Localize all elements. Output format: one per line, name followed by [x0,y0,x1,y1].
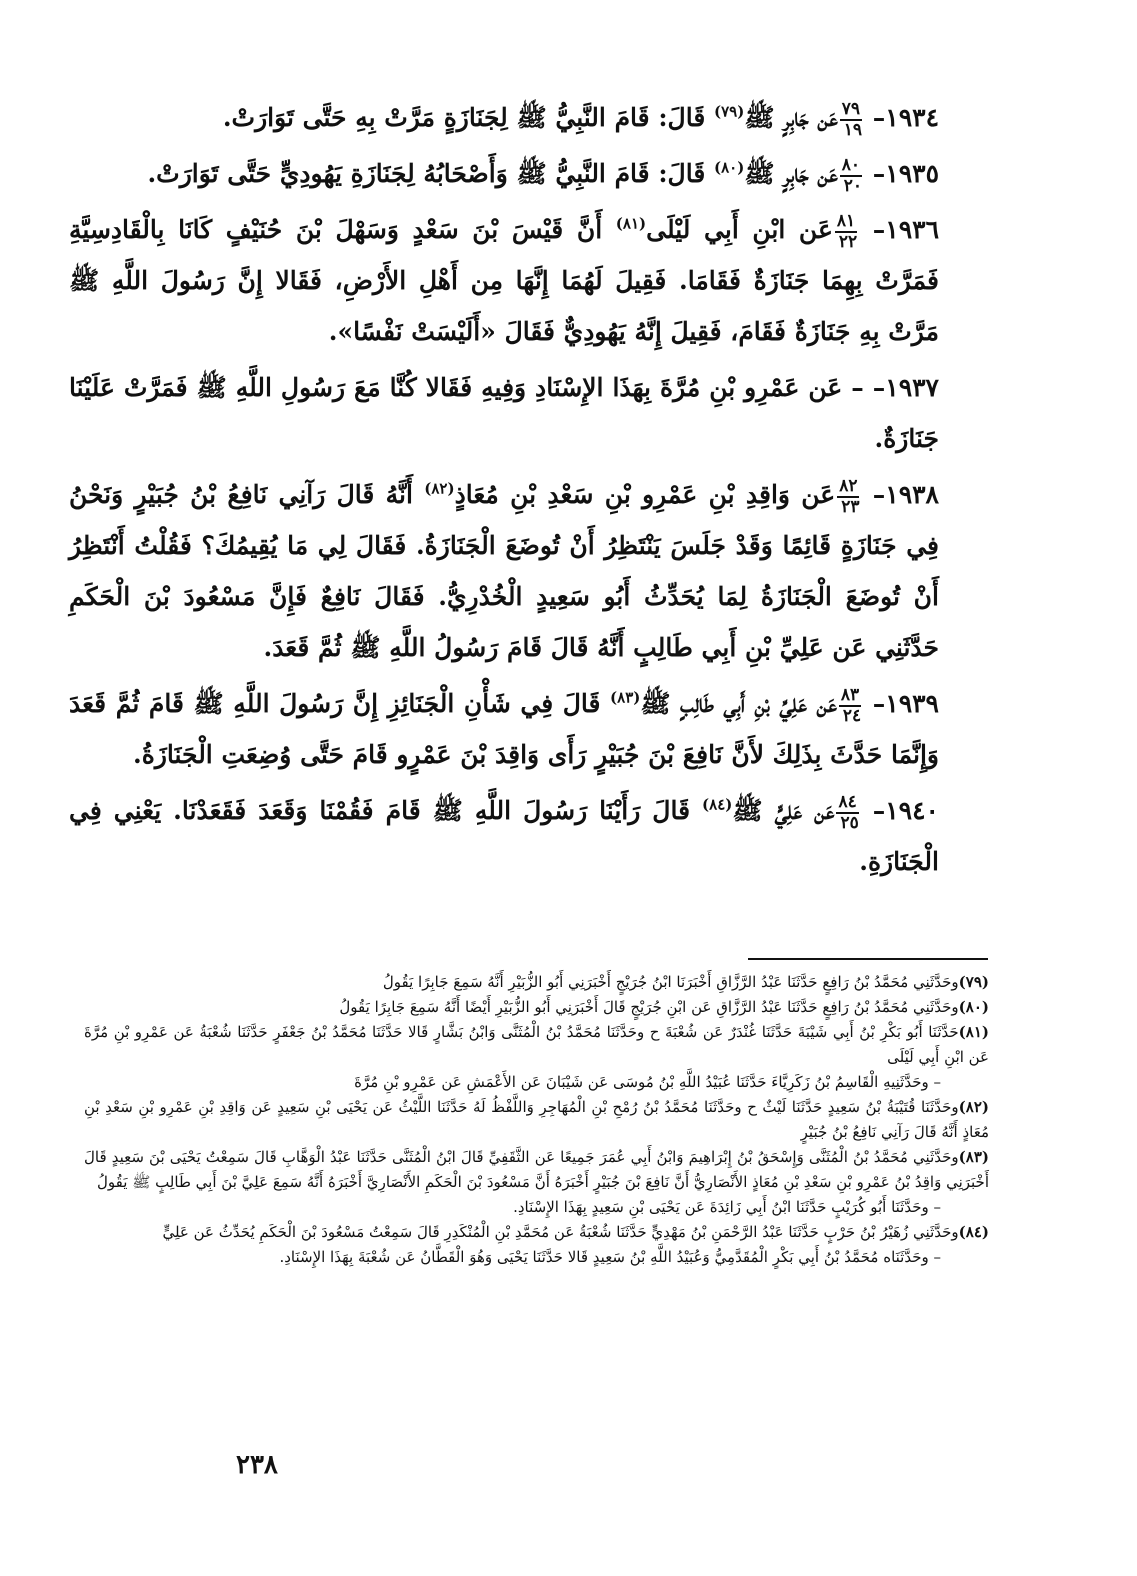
footnote-text: وحَدَّثَنِي زُهَيْرُ بْنُ حَرْبٍ حَدَّثَنَا عَبْدُ الرَّحْمَنِ بْنُ مَهْدِيٍّ حَدَّثَنَا شُعْبَةُ عَن مُحَمَّدِ بْنِ الْمُنْكَدِرِ قَالَ سَمِعْتُ مَسْعُودَ بْنَ الْحَكَمِ يُحَدِّثُ عَن عَلِيٍّ [162,1223,959,1241]
hadith-fraction [837,475,860,517]
hadith-paragraph [69,148,939,199]
footnote-reference: (٨٤) [702,795,733,814]
hadith-paragraph [69,785,939,887]
footnotes-section [84,970,989,1270]
footnote [84,1070,989,1095]
hadith-paragraph [69,362,939,464]
footnote [84,1095,989,1145]
hadith-text: قَالَ: قَامَ النَّبِيُّ ﷺ وَأَصْحَابُهُ لِجَنَازَةِ يَهُودِيٍّ حَتَّى تَوَارَتْ. [147,159,706,188]
hadith-text: قَالَ فِي شَأْنِ الْجَنَائِزِ إِنَّ رَسُولَ اللَّهِ ﷺ قَامَ ثُمَّ قَعَدَ وَإِنَّمَا حَدَّثَ بِذَلِكَ لأَنَّ نَافِعَ بْنَ جُبَيْرٍ رَأَى وَاقِدَ بْنَ عَمْرٍو قَامَ حَتَّى وُضِعَتِ الْجَنَازَةُ. [69,689,939,769]
footnote-label: (٨٣) [958,1148,989,1166]
hadith-fraction [840,154,863,196]
footnote-text: وحَدَّثَنِي مُحَمَّدُ بْنُ رَافِعٍ حَدَّثَنَا عَبْدُ الرَّزَّاقِ عَن ابْنِ جُرَيْجٍ قَالَ أَخْبَرَنِي أَبُو الزُّبَيْرِ أَيْضًا أَنَّهُ سَمِعَ جَابِرًا يَقُولُ [339,998,959,1016]
hadith-fraction [836,791,859,833]
fraction-bottom: ٢٠ [843,175,863,196]
footnote [84,1145,989,1195]
hadith-text: أَنَّهُ قَالَ رَآنِي نَافِعُ بْنُ جُبَيْرٍ وَنَحْنُ فِي جَنَازَةٍ قَائِمًا وَقَدْ جَلَسَ يَنْتَظِرُ أَنْ تُوضَعَ الْجَنَازَةُ. فَقَالَ لِي مَا يُقِيمُكَ؟ فَقُلْتُ أَنْتَظِرُ أَنْ تُوضَعَ الْجَنَازَةُ لِمَا يُحَدِّثُ أَبُو سَعِيدٍ الْخُدْرِيُّ. فَقَالَ نَافِعٌ فَإِنَّ مَسْعُودَ بْنَ الْحَكَمِ حَدَّثَنِي عَن عَلِيِّ بْنِ أَبِي طَالِبٍ أَنَّهُ قَالَ قَامَ رَسُولُ اللَّهِ ﷺ ثُمَّ قَعَدَ. [69,480,939,662]
number-dash: – [864,159,886,188]
footnote-reference: (٨٣) [610,688,641,707]
hadith-text-intro: عَن وَاقِدِ بْنِ عَمْرِو بْنِ سَعْدِ بْنِ مُعَاذٍ [454,480,836,509]
page-number: ٢٣٨ [236,1450,278,1480]
number-dash: – [861,480,886,509]
hadith-text-intro: عَن ابْنِ أَبِي لَيْلَى [646,215,833,244]
fraction-top: ٨٠ [841,154,861,175]
number-dash: – [863,689,886,718]
fraction-top: ٨٢ [839,475,858,496]
number-dash: – [859,215,886,244]
hadith-number: ١٩٤٠ [885,796,939,825]
hadith-text-intro: عَن جَابِرٍ ﷺ [744,103,838,132]
footnote-separator [748,958,988,960]
fraction-top: ٨١ [836,210,856,231]
hadith-text-intro: عَن عَلِيٍّ ﷺ [732,796,835,825]
fraction-bottom: ١٩ [843,119,863,140]
footnote-label: (٨١) [958,1023,989,1041]
footnote-label: (٨٤) [958,1223,989,1241]
hadith-text-intro: عَن عَلِيِّ بْنِ أَبِي طَالِبٍ ﷺ [640,689,837,718]
footnote-text: وحَدَّثَنَا قُتَيْبَةُ بْنُ سَعِيدٍ حَدَّثَنَا لَيْثٌ ح وحَدَّثَنَا مُحَمَّدُ بْنُ رُمْحِ بْنِ الْمُهَاجِرِ وَاللَّفْظُ لَهُ حَدَّثَنَا اللَّيْثُ عَن يَحْيَى بْنِ سَعِيدٍ عَن وَاقِدِ بْنِ عَمْرِو بْنِ سَعْدِ بْنِ مُعَاذٍ أَنَّهُ قَالَ رَآنِي نَافِعُ بْنُ جُبَيْرٍ [84,1098,989,1141]
hadith-fraction [840,98,863,140]
footnote-label: (٨٠) [958,998,989,1016]
fraction-top: ٨٤ [838,791,857,812]
footnote-label: (٨٢) [958,1098,989,1116]
hadith-number: ١٩٣٦ [885,215,939,244]
fraction-top: ٧٩ [841,98,861,119]
footnote [84,995,989,1020]
hadith-number: ١٩٣٧ [885,373,939,402]
fraction-bottom: ٢٣ [841,496,860,517]
footnote-text: – وحَدَّثَنَاه مُحَمَّدُ بْنُ أَبِي بَكْرٍ الْمُقَدَّمِيُّ وَعُبَيْدُ اللَّهِ بْنُ سَعِيدٍ قَالا حَدَّثَنَا يَحْيَى وَهُوَ الْقَطَّانُ عَن شُعْبَةَ بِهَذَا الإِسْنَادِ. [279,1248,941,1266]
footnote-reference: (٨٢) [424,479,455,498]
hadith-paragraph [69,92,939,143]
hadith-number: ١٩٣٨ [885,480,939,509]
hadith-fraction [835,210,858,252]
hadith-number: ١٩٣٩ [885,689,939,718]
fraction-bottom: ٢٤ [842,705,862,726]
fraction-bottom: ٢٢ [838,231,858,252]
footnote [84,970,989,995]
fraction-top: ٨٣ [840,684,860,705]
hadith-text: أَنَّ قَيْسَ بْنَ سَعْدٍ وَسَهْلَ بْنَ حُنَيْفٍ كَانَا بِالْقَادِسِيَّةِ فَمَرَّتْ بِهِمَا جَنَازَةٌ فَقَامَا. فَقِيلَ لَهُمَا إِنَّهَا مِن أَهْلِ الأَرْضِ، فَقَالا إِنَّ رَسُولَ اللَّهِ ﷺ مَرَّتْ بِهِ جَنَازَةٌ فَقَامَ، فَقِيلَ إِنَّهُ يَهُودِيٌّ فَقَالَ «أَلَيْسَتْ نَفْسًا». [69,215,939,346]
footnote-reference: (٨٠) [714,158,745,177]
footnote-text: حَدَّثَنَا أَبُو بَكْرِ بْنُ أَبِي شَيْبَةَ حَدَّثَنَا غُنْدَرٌ عَن شُعْبَةَ ح وحَدَّثَنَا مُحَمَّدُ بْنُ الْمُثَنَّى وَابْنُ بَشَّارٍ قَالا حَدَّثَنَا مُحَمَّدُ بْنُ جَعْفَرٍ حَدَّثَنَا شُعْبَةُ عَن عَمْرِو بْنِ مُرَّةَ عَن ابْنِ أَبِي لَيْلَى [84,1023,989,1066]
footnote [84,1220,989,1245]
footnote-text: – وحَدَّثَنِيهِ الْقَاسِمُ بْنُ زَكَرِيَّاءَ حَدَّثَنَا عُبَيْدُ اللَّهِ بْنُ مُوسَى عَن شَيْبَانَ عَن الأَعْمَشِ عَن عَمْرِو بْنِ مُرَّةَ [354,1073,941,1091]
hadith-paragraph [69,678,939,780]
footnote-text: – وحَدَّثَنَا أَبُو كُرَيْبٍ حَدَّثَنَا ابْنُ أَبِي زَائِدَةَ عَن يَحْيَى بْنِ سَعِيدٍ بِهَذَا الإِسْنَادِ. [513,1198,941,1216]
hadith-number: ١٩٣٥ [885,159,939,188]
hadith-paragraph [69,204,939,357]
number-dash: – [860,796,886,825]
footnote [84,1195,989,1220]
hadith-text: قَالَ رَأَيْنَا رَسُولَ اللَّهِ ﷺ قَامَ فَقُمْنَا وَقَعَدَ فَقَعَدْنَا. يَعْنِي فِي الْجَنَازَةِ. [69,796,939,876]
hadith-list [69,92,939,892]
footnote-text: وحَدَّثَنِي مُحَمَّدُ بْنُ رَافِعٍ حَدَّثَنَا عَبْدُ الرَّزَّاقِ أَخْبَرَنَا ابْنُ جُرَيْجٍ أَخْبَرَنِي أَبُو الزُّبَيْرِ أَنَّهُ سَمِعَ جَابِرًا يَقُولُ [382,973,959,991]
hadith-paragraph [69,469,939,673]
fraction-bottom: ٢٥ [840,812,859,833]
hadith-fraction [839,684,862,726]
footnote-reference: (٨١) [615,214,647,233]
footnote-label: (٧٩) [958,973,989,991]
number-dash: – [863,373,886,402]
footnote [84,1020,989,1070]
footnote [84,1245,989,1270]
number-dash: – [864,103,886,132]
hadith-text-intro: عَن جَابِرٍ ﷺ [744,159,838,188]
hadith-text: قَالَ: قَامَ النَّبِيُّ ﷺ لِجَنَازَةٍ مَرَّتْ بِهِ حَتَّى تَوَارَتْ. [222,103,706,132]
footnote-reference: (٧٩) [714,102,745,121]
footnote-text: وحَدَّثَنِي مُحَمَّدُ بْنُ الْمُثَنَّى وَإِسْحَقُ بْنُ إِبْرَاهِيمَ وَابْنُ أَبِي عُمَرَ جَمِيعًا عَن الثَّقَفِيِّ قَالَ ابْنُ الْمُثَنَّى حَدَّثَنَا عَبْدُ الْوَهَّابِ قَالَ سَمِعْتُ يَحْيَى بْنَ سَعِيدٍ قَالَ أَخْبَرَنِي وَاقِدُ بْنُ عَمْرِو بْنِ سَعْدِ بْنِ مُعَاذٍ الأَنْصَارِيُّ أَنَّ نَافِعَ بْنَ جُبَيْرٍ أَخْبَرَهُ أَنَّ مَسْعُودَ بْنَ الْحَكَمِ الأَنْصَارِيَّ أَخْبَرَهُ أَنَّهُ سَمِعَ عَلِيَّ بْنَ أَبِي طَالِبٍ ﷺ يَقُولُ [84,1148,989,1191]
hadith-number: ١٩٣٤ [885,103,939,132]
hadith-text-intro: – عَن عَمْرِو بْنِ مُرَّةَ بِهَذَا الإِسْنَادِ وَفِيهِ فَقَالا كُنَّا مَعَ رَسُولِ اللَّهِ ﷺ فَمَرَّتْ عَلَيْنَا جَنَازَةٌ. [69,373,939,453]
